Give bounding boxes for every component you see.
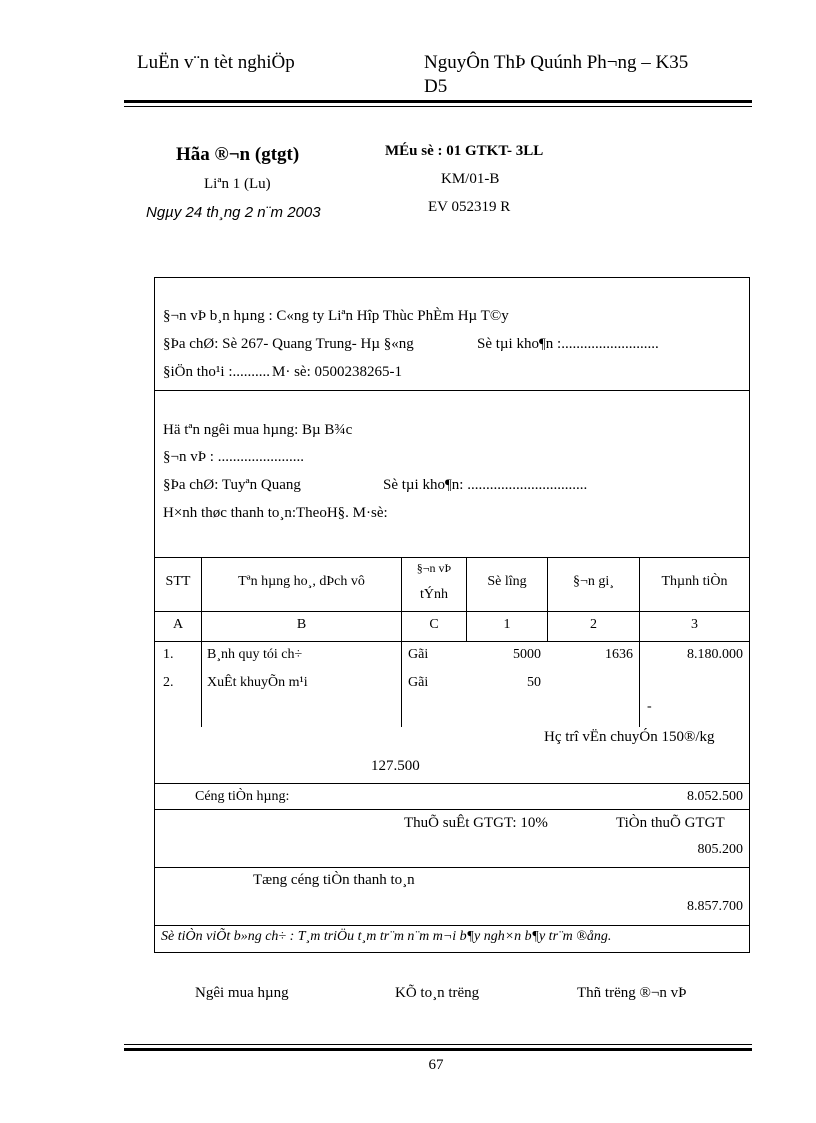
- buyer-unit: §¬n vÞ : .......................: [163, 449, 304, 465]
- col-letter: 2: [590, 617, 597, 632]
- row1-amount: 8.180.000: [687, 647, 743, 662]
- seller-phone: §iÖn tho¹i :..........: [163, 364, 270, 380]
- tax-label: TiÒn thuÕ GTGT: [616, 815, 725, 831]
- header-right: NguyÔn ThÞ Quúnh Ph¬ng – K35: [424, 52, 689, 73]
- row2-qty: 50: [527, 675, 541, 690]
- th-amount: Thµnh tiÒn: [661, 574, 728, 589]
- seller-unit: §¬n vÞ b¸n hµng : C«ng ty Liªn Hîp Thùc PhÈm Hµ T©y: [163, 308, 509, 324]
- invoice-title: Hãa ®¬n (gtgt): [176, 144, 300, 165]
- col-letter: C: [429, 617, 439, 632]
- serial-number: EV 052319 R: [428, 199, 511, 215]
- row1-price: 1636: [605, 647, 633, 662]
- seller-account: Sè tµi kho¶n :..........................: [477, 336, 659, 352]
- divider-subtotal: [155, 809, 749, 810]
- col-letter: B: [296, 617, 307, 632]
- header-rule-thick: [124, 100, 752, 103]
- footer-rule-thick: [124, 1048, 752, 1051]
- form-km: KM/01-B: [441, 171, 500, 187]
- signature-accountant: KÕ to¸n trëng: [395, 985, 480, 1001]
- footer-rule-thin: [124, 1044, 752, 1045]
- seller-address: §Þa chØ: Sè 267- Quang Trung- Hµ §«ng: [163, 336, 414, 352]
- transport-note: Hç trî vËn chuyÓn 150®/kg: [544, 729, 715, 745]
- col-letter: 1: [503, 617, 511, 632]
- divider-tax: [155, 867, 749, 868]
- total-value: 8.857.700: [687, 899, 743, 914]
- signature-director: Thñ trëng ®¬n vÞ: [577, 985, 687, 1001]
- transport-note-value: 127.500: [371, 758, 420, 774]
- buyer-name: Hä tªn ngêi mua hµng: Bµ B¾c: [163, 422, 353, 438]
- invoice-date: Ngµy 24 th¸ng 2 n¨m 2003: [146, 204, 321, 221]
- header-rule-thin: [124, 106, 752, 107]
- th-unit-line2: tÝnh: [420, 587, 448, 602]
- form-number: MÉu sè : 01 GTKT- 3LL: [385, 143, 544, 159]
- buyer-payment: H×nh thøc thanh to¸n:TheoH§. M·sè:: [163, 505, 388, 521]
- signature-buyer: Ngêi mua hµng: [195, 985, 289, 1001]
- divider-total: [155, 925, 749, 926]
- th-price: §¬n gi¸: [573, 574, 614, 589]
- row2-name: XuÊt khuyÕn m¹i: [207, 675, 308, 690]
- divider-items: [155, 783, 749, 784]
- row2-unit: Gãi: [408, 675, 429, 690]
- header-right-line2: D5: [424, 76, 448, 97]
- col-line-2: [401, 557, 402, 727]
- divider-table-header: [155, 611, 749, 612]
- row1-stt: 1.: [163, 647, 174, 662]
- tax-rate: ThuÕ suÊt GTGT: 10%: [404, 815, 548, 831]
- col-letter: 3: [691, 617, 698, 632]
- invoice-copy: Liªn 1 (Lu): [204, 176, 271, 192]
- th-name: Tªn hµng ho¸, dÞch vô: [238, 574, 365, 589]
- th-stt: STT: [165, 574, 191, 589]
- row2-dash: -: [647, 699, 652, 714]
- divider-table-letters: [155, 641, 749, 642]
- header-left: LuËn v¨n tèt nghiÖp: [137, 52, 295, 73]
- buyer-address: §Þa chØ: Tuyªn Quang: [163, 477, 301, 493]
- subtotal-label: Céng tiÒn hµng:: [195, 789, 290, 804]
- divider-buyer: [155, 557, 749, 558]
- seller-tax-code: M· sè: 0500238265-1: [272, 364, 402, 380]
- row1-unit: Gãi: [408, 647, 429, 662]
- row1-qty: 5000: [513, 647, 541, 662]
- buyer-account: Sè tµi kho¶n: ................................: [383, 477, 588, 493]
- divider-seller: [155, 390, 749, 391]
- total-label: Tæng céng tiÒn thanh to¸n: [253, 872, 415, 888]
- amount-in-words: Sè tiÒn viÕt b»ng ch÷ : T¸m triÖu t¸m tr¨m n¨m m¬i b¶y ngh×n b¶y tr¨m ®ång.: [161, 929, 612, 944]
- th-unit-line1: §¬n vÞ: [416, 561, 452, 575]
- page-number: 67: [428, 1057, 444, 1073]
- th-qty: Sè lîng: [487, 574, 527, 589]
- subtotal-value: 8.052.500: [687, 789, 743, 804]
- tax-value: 805.200: [697, 842, 743, 857]
- row2-stt: 2.: [163, 675, 174, 690]
- row1-name: B¸nh quy tói ch÷: [207, 647, 303, 662]
- col-letter: A: [172, 617, 184, 632]
